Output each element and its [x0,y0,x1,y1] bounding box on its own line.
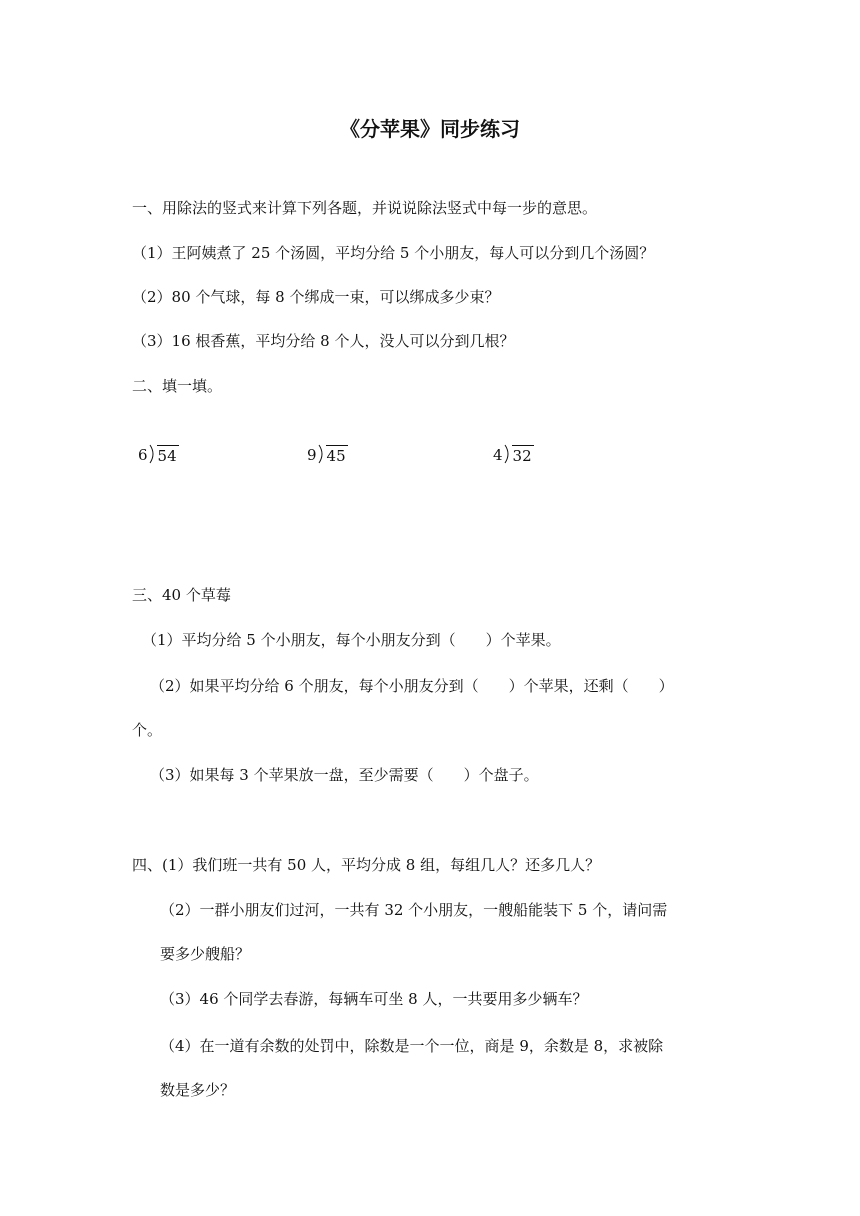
dividend: 54 [157,447,177,465]
section4-question-4-continued: 数是多少？ [160,1081,236,1099]
section4-question-4: （4）在一道有余数的处罚中，除数是一个一位，商是 9，余数是 8，求被除 [160,1037,664,1055]
long-division-problem [138,444,179,466]
section1-question-1: （1）王阿姨煮了 25 个汤圆，平均分给 5 个小朋友，每人可以分到几个汤圆？ [132,244,655,262]
division-bracket-icon [149,444,157,464]
section3-question-3: （3）如果每 3 个苹果放一盘，至少需要（ ）个盘子。 [150,766,539,784]
section4-question-3: （3）46 个同学去春游，每辆车可坐 8 人，一共要用多少辆车？ [160,990,588,1008]
divisor: 4 [493,446,503,464]
section1-question-2: （2）80 个气球，每 8 个绑成一束，可以绑成多少束？ [132,288,500,306]
divisor: 9 [307,446,317,464]
long-division-problem [493,444,534,466]
section1-heading: 一、用除法的竖式来计算下列各题，并说说除法竖式中每一步的意思。 [132,199,598,217]
division-bracket-icon [318,444,326,464]
long-division-problem [307,444,348,466]
dividend: 32 [512,447,532,465]
section1-question-3: （3）16 根香蕉，平均分给 8 个人，没人可以分到几根？ [132,332,515,350]
section4-question-2: （2）一群小朋友们过河，一共有 32 个小朋友，一艘船能装下 5 个，请问需 [160,901,668,919]
page-title: 《分苹果》同步练习 [340,117,520,141]
division-bracket-icon [504,444,512,464]
section4-question-2-continued: 要多少艘船？ [160,945,251,963]
section3-heading: 三、40 个草莓 [132,586,231,604]
section2-heading: 二、填一填。 [132,377,223,395]
divisor: 6 [138,446,148,464]
section3-question-2-continued: 个。 [132,721,163,739]
section4-question-1: 四、(1）我们班一共有 50 人，平均分成 8 组，每组几人？还多几人？ [132,856,601,874]
dividend: 45 [326,447,346,465]
section3-question-1: （1）平均分给 5 个小朋友，每个小朋友分到（ ）个苹果。 [142,631,561,649]
section3-question-2: （2）如果平均分给 6 个朋友，每个小朋友分到（ ）个苹果，还剩（ ） [150,677,674,695]
